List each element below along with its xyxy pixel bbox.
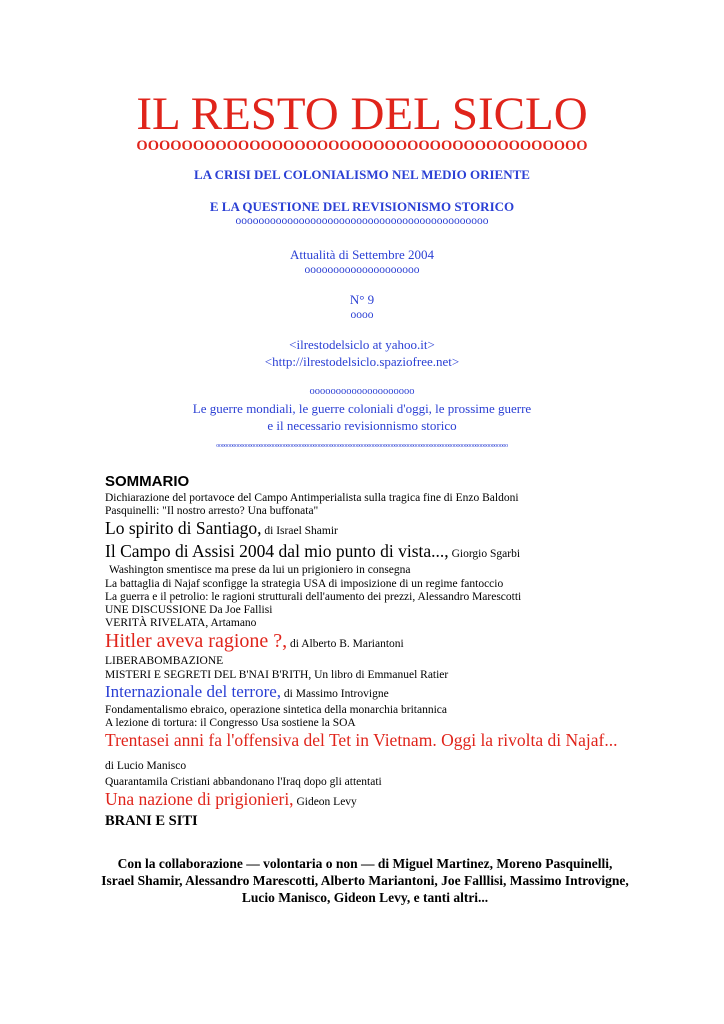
toc-item: Fondamentalismo ebraico, operazione sintetica della monarchia britannica [105, 703, 447, 716]
sommario-list [105, 492, 635, 830]
toc-item: Trentasei anni fa l'offensiva del Tet in Vietnam. Oggi la rivolta di Najaf... di Lucio Manisco [105, 730, 618, 773]
toc-item: La battaglia di Najaf sconfigge la strategia USA di imposizione di un regime fantoccio [105, 577, 504, 590]
toc-item: Una nazione di prigionieri, Gideon Levy [105, 789, 357, 810]
toc-item: Quarantamila Cristiani abbandonano l'Iraq dopo gli attentati [105, 776, 382, 789]
toc-author: di Massimo Introvigne [281, 687, 389, 700]
description-line-1: Le guerre mondiali, le guerre coloniali d'oggi, le prossime guerre [192, 401, 532, 416]
description-divider: oooooooooooooooooooo [309, 386, 415, 397]
masthead-title: IL RESTO DEL SICLO [136, 88, 588, 140]
subtitle-line-2: E LA QUESTIONE DEL REVISIONISMO STORICO [209, 199, 515, 214]
toc-item: Dichiarazione del portavoce del Campo Antimperialista sulla tragica fine di Enzo Baldoni [105, 492, 519, 504]
toc-item: Pasquinelli: "Il nostro arresto? Una buffonata" [105, 505, 319, 518]
toc-item: Internazionale del terrore, di Massimo Introvigne [105, 681, 389, 701]
toc-item: VERITÀ RIVELATA, Artamano [105, 617, 257, 630]
toc-item: Il Campo di Assisi 2004 dal mio punto di vista..., Giorgio Sgarbi [105, 541, 521, 562]
toc-item: La guerra e il petrolio: le ragioni strutturali dell'aumento dei prezzi, Alessandro Marescotti [105, 590, 522, 603]
subtitle-divider: oooooooooooooooooooooooooooooooooooooooooooo [235, 215, 489, 227]
collaboration-note: Con la collaborazione — volontaria o non — di Miguel Martinez, Moreno Pasquinelli, Israel Shamir, Alessandro Marescotti, Alberto Mariantoni, Joe Falllisi, Massimo Introvigne, Lucio Manisco, Gideon Levy, e tanti altri... [101, 856, 629, 905]
toc-item: LIBERABOMBAZIONE [105, 655, 224, 668]
toc-item: UNE DISCUSSIONE Da Joe Fallisi [105, 604, 273, 617]
website-link[interactable]: <http://ilrestodelsiclo.spaziofree.net> [264, 354, 460, 369]
toc-author: di Lucio Manisco [105, 760, 187, 773]
toc-author: Giorgio Sgarbi [448, 548, 521, 561]
toc-item: BRANI E SITI [105, 813, 198, 830]
issue-date-divider: oooooooooooooooooooo [304, 264, 420, 276]
masthead-divider: OOOOOOOOOOOOOOOOOOOOOOOOOOOOOOOOOOOOOOOO [136, 138, 588, 154]
description-divider-small: oooooooooooooooooooooooooooooooooooooooooooooooooooooooooooooooooooooooooooooooooooooooooooooooooooooooooooo [216, 443, 508, 449]
issue-date: Attualità di Settembre 2004 [289, 247, 435, 262]
toc-author: di Alberto B. Mariantoni [287, 638, 404, 651]
issue-number: N° 9 [349, 292, 375, 307]
toc-item: Washington smentisce ma prese da lui un prigioniero in consegna [109, 564, 411, 577]
toc-item: MISTERI E SEGRETI DEL B'NAI B'RITH, Un libro di Emmanuel Ratier [105, 668, 449, 681]
sommario-heading: SOMMARIO [105, 473, 190, 490]
toc-author: di Israel Shamir [261, 525, 338, 538]
contact-email[interactable]: <ilrestodelsiclo at yahoo.it> [289, 337, 435, 352]
toc-item: Lo spirito di Santiago, di Israel Shamir [105, 518, 338, 539]
toc-item: A lezione di tortura: il Congresso Usa sostiene la SOA [105, 717, 356, 730]
subtitle-line-1: LA CRISI DEL COLONIALISMO NEL MEDIO ORIENTE [194, 167, 530, 182]
description-line-2: e il necessario revisionnismo storico [267, 418, 457, 433]
issue-number-divider: oooo [350, 309, 374, 321]
toc-author: Gideon Levy [293, 796, 357, 809]
toc-item: Hitler aveva ragione ?, di Alberto B. Mariantoni [105, 630, 404, 653]
